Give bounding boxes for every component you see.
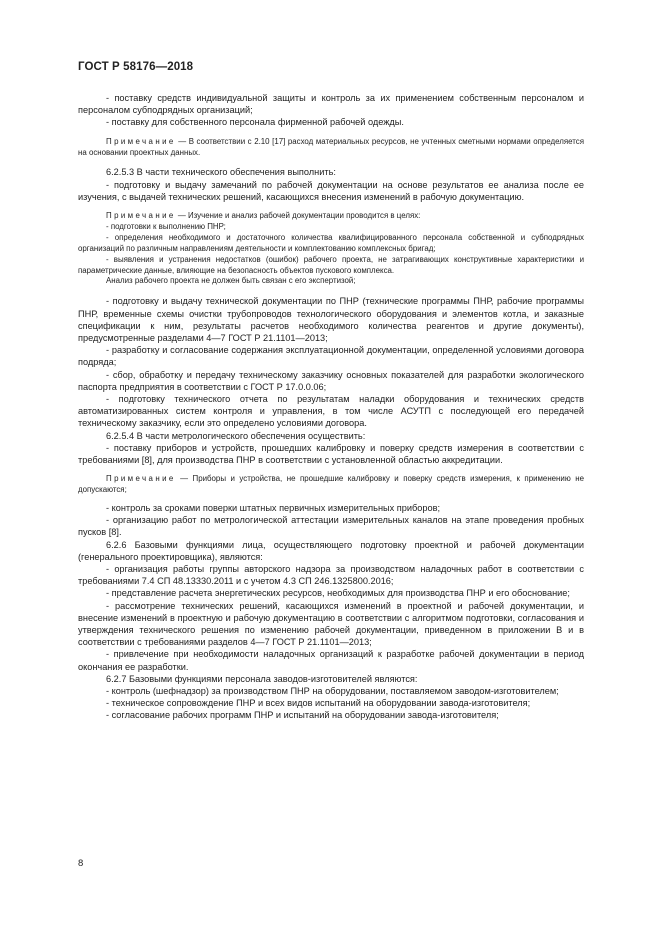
list-item: - подготовку и выдачу замечаний по рабочей документации на основе результатов ее анализа после ее изучения, с выдачей технических решений, касающихся внесения изменений в рабочую документацию. xyxy=(78,179,584,202)
list-item: - поставку для собственного персонала фирменной рабочей одежды. xyxy=(106,117,404,128)
section-heading: 6.2.6 Базовыми функциями лица, осуществляющего подготовку проектной и рабочей документации (генерального проектировщика), являются: xyxy=(78,539,584,562)
note xyxy=(78,211,584,222)
note-text: — В соответствии с 2.10 [17] расход материальных ресурсов, не учтенных сметными нормами определяется на основании проектных данных. xyxy=(78,136,584,157)
note-label: Примечание xyxy=(106,474,176,484)
list-item: - подготовку и выдачу технической документации по ПНР (технические программы ПНР, рабочие программы ПНР, временные схемы очистки трубопроводов технологического оборудования и элементов котла, и заказные спецификации к ним, результаты расчетов необходимого количества реагентов и другие документы), предусмотренные разделами 4—7 ГОСТ Р 21.1101—2013; xyxy=(78,296,584,343)
note xyxy=(78,474,584,496)
list-item: - разработку и согласование содержания эксплуатационной документации, определенной условиями договора подряда; xyxy=(78,345,584,368)
note-text: — Приборы и устройства, не прошедшие калибровку и поверку средств измерения, к применению не допускаются; xyxy=(78,474,584,495)
list-item: - подготовку технического отчета по результатам наладки оборудования и технических средств автоматизированных систем контроля и управления, в том числе АСУТП с последующей его передачей техническому заказчику, если это определено условиями договора. xyxy=(78,394,584,429)
note-label: Примечание xyxy=(106,136,176,146)
note-text: — Изучение и анализ рабочей документации проводится в целях: xyxy=(175,211,421,221)
list-item: - контроль за сроками поверки штатных первичных измерительных приборов; xyxy=(106,503,441,514)
note-item: - выявления и устранения недостатков (ошибок) рабочего проекта, не затрагивающих конструктивные характеристики и параметрические данные, влияющие на безопасность объектов пускового комплекса. xyxy=(78,254,584,275)
list-item: - поставку средств индивидуальной защиты и контроль за их применением собственным персоналом и персоналом субподрядных организаций; xyxy=(78,93,584,116)
section-heading: 6.2.5.4 В части метрологического обеспечения осуществить: xyxy=(106,430,366,441)
note xyxy=(78,137,584,159)
note-label: Примечание xyxy=(106,211,176,221)
page-number: 8 xyxy=(78,858,84,869)
document-header: ГОСТ Р 58176—2018 xyxy=(78,61,194,73)
document-body xyxy=(78,92,584,722)
section-heading: 6.2.7 Базовыми функциями персонала заводов-изготовителей являются: xyxy=(106,673,418,684)
note-item: - определения необходимого и достаточного количества квалифицированного персонала собственной и субподрядных организаций по различным направлениям деятельности и комплектованию комплексных бригад; xyxy=(78,232,584,253)
note-item: Анализ рабочего проекта не должен быть связан с его экспертизой; xyxy=(106,276,356,286)
list-item: - сбор, обработку и передачу техническому заказчику основных показателей для разработки экологического паспорта предприятия в соответствии с ГОСТ Р 17.0.0.06; xyxy=(78,369,584,392)
list-item: - техническое сопровождение ПНР и всех видов испытаний на оборудовании завода-изготовителя; xyxy=(106,698,531,709)
list-item: - представление расчета энергетических ресурсов, необходимых для производства ПНР и его обоснование; xyxy=(106,588,570,599)
list-item: - организацию работ по метрологической аттестации измерительных каналов на этапе проведения пробных пусков [8]. xyxy=(78,515,584,538)
list-item: - рассмотрение технических решений, касающихся изменений в проектной и рабочей документации, и внесение изменений в проектную и рабочую документацию в соответствии с алгоритмом подготовки, согласования и утверждения технического решения по изменению рабочей документации, приведенном в приложении В и в соответствии с требованиями разделов 4—7 ГОСТ Р 21.1101—2013; xyxy=(78,600,584,648)
note-item: - подготовки к выполнению ПНР; xyxy=(106,221,226,231)
list-item: - поставку приборов и устройств, прошедших калибровку и поверку средств измерения в соответствии с требованиями [8], для производства ПНР в соответствии с установленной областью аккредитации. xyxy=(78,442,584,466)
list-item: - организация работы группы авторского надзора за производством наладочных работ в соответствии с требованиями 7.4 СП 48.13330.2011 и с учетом 4.3 СП 246.1325800.2016; xyxy=(78,564,584,587)
list-item: - контроль (шефнадзор) за производством ПНР на оборудовании, поставляемом заводом-изготовителем; xyxy=(106,686,559,697)
list-item: - привлечение при необходимости наладочных организаций к разработке рабочей документации в период окончания ее разработки. xyxy=(78,649,584,672)
list-item: - согласование рабочих программ ПНР и испытаний на оборудовании завода-изготовителя; xyxy=(106,710,499,721)
section-heading: 6.2.5.3 В части технического обеспечения выполнить: xyxy=(106,167,336,178)
